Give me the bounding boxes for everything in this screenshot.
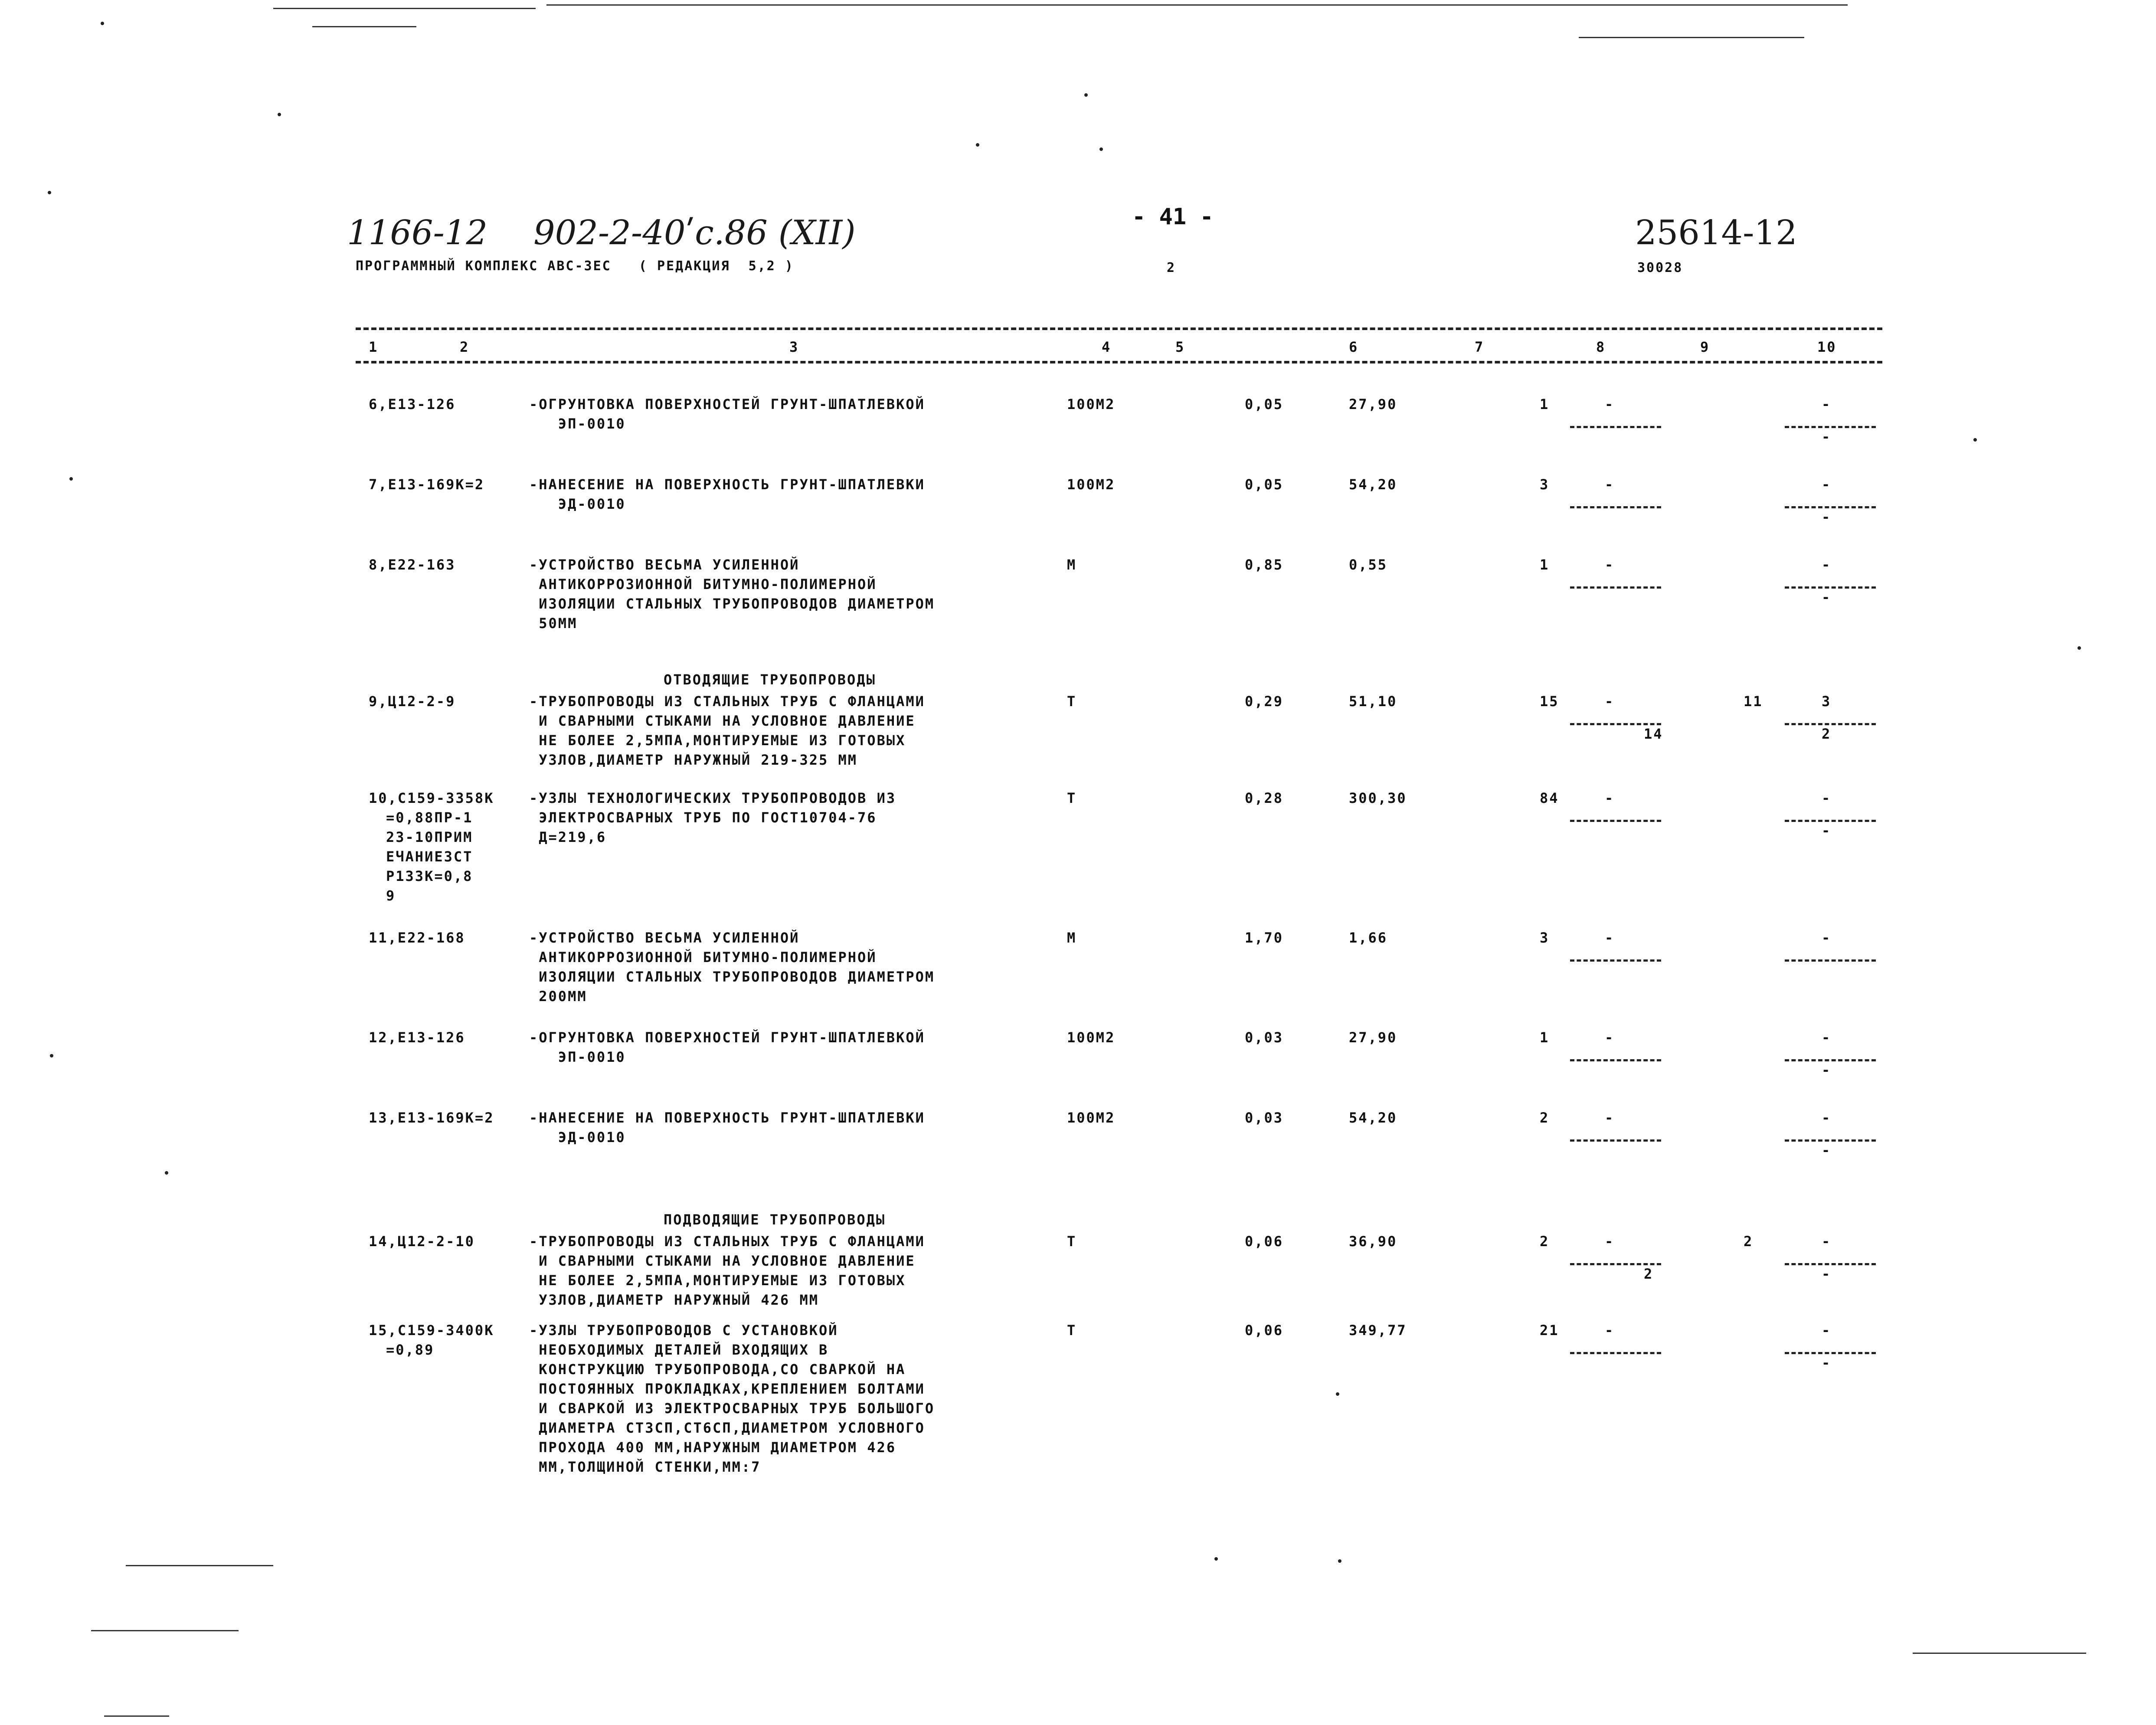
row-description: НЕ БОЛЕЕ 2,5МПА,МОНТИРУЕМЫЕ ИЗ ГОТОВЫХ — [529, 1272, 906, 1289]
row-col9: - — [1605, 693, 1615, 710]
scan-edge-line — [104, 1715, 169, 1717]
row-col10: - — [1822, 930, 1832, 946]
column-header-1: 1 — [369, 339, 379, 355]
row-unit: М — [1067, 930, 1077, 946]
row-col9: - — [1605, 396, 1615, 412]
row-col8: 1 — [1540, 556, 1550, 573]
row-unit: М — [1067, 556, 1077, 573]
row-col9: - — [1605, 930, 1615, 946]
scan-speck — [1084, 93, 1088, 97]
scan-speck — [2077, 646, 2081, 650]
col9-divider — [1570, 426, 1661, 428]
row-code: =0,89 — [386, 1342, 435, 1358]
row-col9-sub: 2 — [1644, 1266, 1654, 1282]
row-description: ДИАМЕТРА СТ3СП,СТ6СП,ДИАМЕТРОМ УСЛОВНОГО — [529, 1420, 925, 1436]
col9-divider — [1570, 1352, 1661, 1354]
row-unit: Т — [1067, 1233, 1077, 1250]
row-quantity: 0,28 — [1245, 790, 1284, 806]
row-code: ЕЧАНИЕЗСТ — [386, 848, 473, 865]
row-description: УЗЛОВ,ДИАМЕТР НАРУЖНЫЙ 219-325 ММ — [529, 752, 858, 768]
row-description: ЭП-0010 — [529, 416, 626, 432]
row-code: 23-10ПРИМ — [386, 829, 473, 845]
handwritten-doc-code: 902-2-40ʹc.86 (XII) — [533, 213, 856, 252]
row-description: АНТИКОРРОЗИОННОЙ БИТУМНО-ПОЛИМЕРНОЙ — [529, 949, 877, 966]
row-quantity: 0,05 — [1245, 396, 1284, 412]
row-price: 54,20 — [1349, 476, 1397, 493]
row-col8: 3 — [1540, 476, 1550, 493]
row-quantity: 1,70 — [1245, 930, 1284, 946]
row-description: ЭЛЕКТРОСВАРНЫХ ТРУБ ПО ГОСТ10704-76 — [529, 809, 877, 826]
row-col8: 84 — [1540, 790, 1559, 806]
row-description: ММ,ТОЛЩИНОЙ СТЕНКИ,ММ:7 — [529, 1459, 761, 1475]
column-header-10: 10 — [1817, 339, 1837, 355]
row-col9-extra: 2 — [1744, 1233, 1754, 1250]
scan-edge-line — [546, 4, 1848, 6]
row-col8: 3 — [1540, 930, 1550, 946]
row-code: 14,Ц12-2-10 — [369, 1233, 475, 1250]
col9-divider — [1570, 959, 1661, 962]
scan-speck — [101, 22, 104, 25]
row-col10-sub: - — [1822, 1062, 1832, 1078]
column-header-4: 4 — [1102, 339, 1112, 355]
mid-mark: 2 — [1167, 260, 1176, 275]
row-quantity: 0,03 — [1245, 1029, 1284, 1046]
column-header-2: 2 — [460, 339, 470, 355]
row-description: И СВАРКОЙ ИЗ ЭЛЕКТРОСВАРНЫХ ТРУБ БОЛЬШОГО — [529, 1400, 935, 1417]
scan-speck — [1973, 438, 1977, 442]
row-unit: 100М2 — [1067, 396, 1116, 412]
row-col10-sub: - — [1822, 1266, 1832, 1282]
program-line: ПРОГРАММНЫЙ КОМПЛЕКС АВС-3ЕС ( РЕДАКЦИЯ 5,2 ) — [356, 259, 794, 274]
right-code: 30028 — [1637, 260, 1683, 275]
row-col8: 2 — [1540, 1233, 1550, 1250]
row-col10: - — [1822, 1322, 1832, 1339]
row-col9: - — [1605, 556, 1615, 573]
row-description: -НАНЕСЕНИЕ НА ПОВЕРХНОСТЬ ГРУНТ-ШПАТЛЕВКИ — [529, 476, 925, 493]
scan-speck — [1338, 1559, 1341, 1563]
row-price: 51,10 — [1349, 693, 1397, 710]
row-description: ИЗОЛЯЦИИ СТАЛЬНЫХ ТРУБОПРОВОДОВ ДИАМЕТРОМ — [529, 969, 935, 985]
scan-speck — [278, 113, 281, 116]
row-description: ПОСТОЯННЫХ ПРОКЛАДКАХ,КРЕПЛЕНИЕМ БОЛТАМИ — [529, 1381, 925, 1397]
column-header-6: 6 — [1349, 339, 1359, 355]
section-title: ПОДВОДЯЩИЕ ТРУБОПРОВОДЫ — [664, 1211, 886, 1228]
row-unit: Т — [1067, 790, 1077, 806]
row-code: =0,88ПР-1 — [386, 809, 473, 826]
row-quantity: 0,29 — [1245, 693, 1284, 710]
row-quantity: 0,05 — [1245, 476, 1284, 493]
scan-speck — [165, 1171, 168, 1175]
scan-edge-line — [91, 1630, 239, 1631]
row-col8: 2 — [1540, 1110, 1550, 1126]
col9-divider — [1570, 586, 1661, 589]
row-price: 54,20 — [1349, 1110, 1397, 1126]
row-price: 27,90 — [1349, 1029, 1397, 1046]
row-unit: 100М2 — [1067, 476, 1116, 493]
row-quantity: 0,03 — [1245, 1110, 1284, 1126]
row-price: 36,90 — [1349, 1233, 1397, 1250]
row-description: НЕ БОЛЕЕ 2,5МПА,МОНТИРУЕМЫЕ ИЗ ГОТОВЫХ — [529, 732, 906, 749]
row-description: УЗЛОВ,ДИАМЕТР НАРУЖНЫЙ 426 ММ — [529, 1292, 819, 1308]
scan-speck — [48, 191, 51, 194]
row-description: -УЗЛЫ ТРУБОПРОВОДОВ С УСТАНОВКОЙ — [529, 1322, 838, 1339]
row-description: -ТРУБОПРОВОДЫ ИЗ СТАЛЬНЫХ ТРУБ С ФЛАНЦАМИ — [529, 693, 925, 710]
scan-speck — [50, 1054, 53, 1057]
row-col8: 1 — [1540, 1029, 1550, 1046]
row-description: ЭД-0010 — [529, 496, 626, 512]
row-description: АНТИКОРРОЗИОННОЙ БИТУМНО-ПОЛИМЕРНОЙ — [529, 576, 877, 592]
row-col9: - — [1605, 1322, 1615, 1339]
row-col9: - — [1605, 476, 1615, 493]
column-header-9: 9 — [1700, 339, 1710, 355]
row-price: 0,55 — [1349, 556, 1388, 573]
page-number: - 41 - — [1132, 204, 1214, 230]
row-code: 6,Е13-126 — [369, 396, 456, 412]
row-col10-sub: - — [1822, 429, 1832, 445]
row-description: Д=219,6 — [529, 829, 607, 845]
scan-speck — [69, 477, 73, 481]
row-description: ПРОХОДА 400 ММ,НАРУЖНЫМ ДИАМЕТРОМ 426 — [529, 1439, 896, 1456]
row-code: 10,С159-3358К — [369, 790, 494, 806]
column-header-5: 5 — [1175, 339, 1185, 355]
row-col8: 15 — [1540, 693, 1559, 710]
row-col10-sub: - — [1822, 1355, 1832, 1371]
row-col10: - — [1822, 1029, 1832, 1046]
row-price: 349,77 — [1349, 1322, 1407, 1339]
row-description: -ОГРУНТОВКА ПОВЕРХНОСТЕЙ ГРУНТ-ШПАТЛЕВКОЙ — [529, 396, 925, 412]
row-col9-sub: 14 — [1644, 726, 1663, 742]
row-description: И СВАРНЫМИ СТЫКАМИ НА УСЛОВНОЕ ДАВЛЕНИЕ — [529, 713, 916, 729]
row-quantity: 0,85 — [1245, 556, 1284, 573]
row-col8: 21 — [1540, 1322, 1559, 1339]
handwritten-right-number: 25614-12 — [1635, 213, 1797, 252]
row-description: -УЗЛЫ ТЕХНОЛОГИЧЕСКИХ ТРУБОПРОВОДОВ ИЗ — [529, 790, 896, 806]
column-header-7: 7 — [1475, 339, 1485, 355]
row-col10: - — [1822, 476, 1832, 493]
row-code: 13,Е13-169К=2 — [369, 1110, 494, 1126]
row-col9: - — [1605, 790, 1615, 806]
header-bottom-rule — [356, 361, 1882, 363]
row-col10: 3 — [1822, 693, 1832, 710]
row-col10-sub: - — [1822, 822, 1832, 839]
row-code: 15,С159-3400К — [369, 1322, 494, 1339]
row-description: И СВАРНЫМИ СТЫКАМИ НА УСЛОВНОЕ ДАВЛЕНИЕ — [529, 1253, 916, 1269]
row-description: -ОГРУНТОВКА ПОВЕРХНОСТЕЙ ГРУНТ-ШПАТЛЕВКОЙ — [529, 1029, 925, 1046]
row-quantity: 0,06 — [1245, 1233, 1284, 1250]
row-code: 9,Ц12-2-9 — [369, 693, 456, 710]
row-price: 300,30 — [1349, 790, 1407, 806]
row-unit: 100М2 — [1067, 1029, 1116, 1046]
col9-divider — [1570, 1059, 1661, 1061]
row-code: 9 — [386, 887, 396, 904]
col9-divider — [1570, 506, 1661, 508]
row-description: КОНСТРУКЦИЮ ТРУБОПРОВОДА,СО СВАРКОЙ НА — [529, 1361, 906, 1378]
row-col10-sub: - — [1822, 509, 1832, 525]
row-price: 27,90 — [1349, 396, 1397, 412]
row-description: ИЗОЛЯЦИИ СТАЛЬНЫХ ТРУБОПРОВОДОВ ДИАМЕТРОМ — [529, 596, 935, 612]
row-col10: - — [1822, 1233, 1832, 1250]
row-description: -НАНЕСЕНИЕ НА ПОВЕРХНОСТЬ ГРУНТ-ШПАТЛЕВКИ — [529, 1110, 925, 1126]
row-description: НЕОБХОДИМЫХ ДЕТАЛЕЙ ВХОДЯЩИХ В — [529, 1342, 829, 1358]
row-unit: Т — [1067, 1322, 1077, 1339]
row-description: 200ММ — [529, 988, 587, 1005]
row-col10-sub: 2 — [1822, 726, 1832, 742]
column-header-3: 3 — [789, 339, 799, 355]
row-description: -УСТРОЙСТВО ВЕСЬМА УСИЛЕННОЙ — [529, 556, 800, 573]
scan-speck — [976, 143, 979, 147]
row-description: ЭП-0010 — [529, 1049, 626, 1065]
row-col9: - — [1605, 1110, 1615, 1126]
row-code: Р133К=0,8 — [386, 868, 473, 884]
column-header-8: 8 — [1596, 339, 1606, 355]
row-col8: 1 — [1540, 396, 1550, 412]
scan-speck — [1336, 1392, 1339, 1396]
row-code: 7,Е13-169К=2 — [369, 476, 485, 493]
scan-edge-line — [126, 1565, 273, 1566]
row-description: ЭД-0010 — [529, 1129, 626, 1146]
row-quantity: 0,06 — [1245, 1322, 1284, 1339]
scan-edge-line — [1579, 37, 1804, 38]
scan-speck — [1214, 1557, 1218, 1561]
handwritten-left-number: 1166-12 — [347, 213, 488, 252]
section-title: ОТВОДЯЩИЕ ТРУБОПРОВОДЫ — [664, 671, 876, 688]
row-code: 8,Е22-163 — [369, 556, 456, 573]
scan-speck — [1099, 147, 1103, 151]
row-col10: - — [1822, 1110, 1832, 1126]
row-col9: - — [1605, 1233, 1615, 1250]
scan-edge-line — [1913, 1653, 2086, 1654]
row-description: 50ММ — [529, 615, 578, 632]
row-col10-sub: - — [1822, 1142, 1832, 1159]
scan-edge-line — [312, 26, 416, 27]
col10-divider — [1785, 959, 1876, 962]
row-col10: - — [1822, 396, 1832, 412]
row-description: -ТРУБОПРОВОДЫ ИЗ СТАЛЬНЫХ ТРУБ С ФЛАНЦАМИ — [529, 1233, 925, 1250]
col9-divider — [1570, 820, 1661, 822]
col9-divider — [1570, 1139, 1661, 1142]
row-unit: 100М2 — [1067, 1110, 1116, 1126]
row-col10: - — [1822, 790, 1832, 806]
scan-edge-line — [273, 8, 536, 9]
row-col9-extra: 11 — [1744, 693, 1763, 710]
row-code: 12,Е13-126 — [369, 1029, 465, 1046]
row-col9: - — [1605, 1029, 1615, 1046]
row-description: -УСТРОЙСТВО ВЕСЬМА УСИЛЕННОЙ — [529, 930, 800, 946]
header-top-rule — [356, 327, 1882, 330]
row-col10-sub: - — [1822, 589, 1832, 606]
row-code: 11,Е22-168 — [369, 930, 465, 946]
row-unit: Т — [1067, 693, 1077, 710]
row-col10: - — [1822, 556, 1832, 573]
row-price: 1,66 — [1349, 930, 1388, 946]
